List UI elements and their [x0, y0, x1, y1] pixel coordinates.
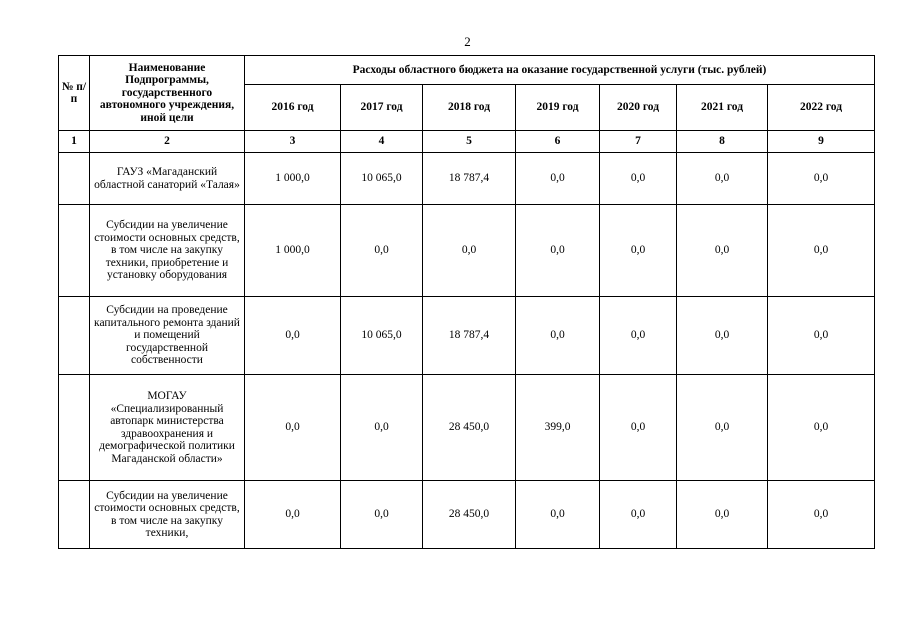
column-number: 5: [423, 131, 516, 153]
table-row: [59, 375, 875, 481]
row-value: 1 000,0: [245, 153, 341, 205]
row-value: 0,0: [768, 205, 875, 297]
row-value: 28 450,0: [423, 375, 516, 481]
row-value: 399,0: [516, 375, 600, 481]
row-value: 0,0: [245, 481, 341, 549]
row-value: 0,0: [600, 297, 677, 375]
row-value: 0,0: [768, 153, 875, 205]
header-group-title: Расходы областного бюджета на оказание государственной услуги (тыс. рублей): [245, 56, 875, 85]
row-value: 10 065,0: [341, 153, 423, 205]
header-year: 2021 год: [677, 85, 768, 131]
row-value: 10 065,0: [341, 297, 423, 375]
row-num: [59, 481, 90, 549]
row-value: 0,0: [677, 375, 768, 481]
row-value: 0,0: [423, 205, 516, 297]
row-value: 0,0: [677, 205, 768, 297]
column-number-row: [59, 131, 875, 153]
row-value: 0,0: [516, 297, 600, 375]
header-year: 2022 год: [768, 85, 875, 131]
row-name: ГАУЗ «Магаданский областной санаторий «Талая»: [90, 153, 245, 205]
column-number: 8: [677, 131, 768, 153]
row-num: [59, 297, 90, 375]
row-name: МОГАУ «Специализированный автопарк министерства здравоохранения и демографической политики Магаданской области»: [90, 375, 245, 481]
row-value: 0,0: [341, 481, 423, 549]
row-num: [59, 375, 90, 481]
header-year: 2019 год: [516, 85, 600, 131]
row-name: Субсидии на увеличение стоимости основных средств, в том числе на закупку техники, приобретение и установку оборудования: [90, 205, 245, 297]
row-value: 0,0: [600, 375, 677, 481]
row-value: 1 000,0: [245, 205, 341, 297]
header-year: 2020 год: [600, 85, 677, 131]
row-value: 0,0: [341, 205, 423, 297]
header-year: 2017 год: [341, 85, 423, 131]
row-value: 0,0: [768, 481, 875, 549]
row-value: 0,0: [341, 375, 423, 481]
row-value: 28 450,0: [423, 481, 516, 549]
row-value: 0,0: [516, 205, 600, 297]
header-num-col: № п/п: [59, 56, 90, 131]
table-row: [59, 297, 875, 375]
row-value: 18 787,4: [423, 297, 516, 375]
row-value: 0,0: [600, 153, 677, 205]
row-value: 0,0: [768, 375, 875, 481]
row-name: Субсидии на проведение капитального ремонта зданий и помещений государственной собственности: [90, 297, 245, 375]
row-value: 0,0: [245, 375, 341, 481]
column-number: 3: [245, 131, 341, 153]
row-value: 0,0: [516, 153, 600, 205]
header-name-col: Наименование Подпрограммы, государственного автономного учреждения, иной цели: [90, 56, 245, 131]
row-value: 0,0: [600, 205, 677, 297]
row-value: 0,0: [600, 481, 677, 549]
column-number: 7: [600, 131, 677, 153]
column-number: 6: [516, 131, 600, 153]
budget-table: [58, 55, 875, 549]
header-year: 2016 год: [245, 85, 341, 131]
row-num: [59, 153, 90, 205]
table-row: [59, 205, 875, 297]
row-value: 0,0: [677, 481, 768, 549]
page-number: 2: [464, 34, 471, 49]
row-value: 0,0: [677, 297, 768, 375]
table-row: [59, 153, 875, 205]
row-value: 0,0: [768, 297, 875, 375]
row-value: 0,0: [677, 153, 768, 205]
row-value: 0,0: [516, 481, 600, 549]
row-value: 0,0: [245, 297, 341, 375]
column-number: 4: [341, 131, 423, 153]
column-number: 2: [90, 131, 245, 153]
header-year: 2018 год: [423, 85, 516, 131]
row-name: Субсидии на увеличение стоимости основных средств, в том числе на закупку техники,: [90, 481, 245, 549]
column-number: 1: [59, 131, 90, 153]
table-row: [59, 481, 875, 549]
row-value: 18 787,4: [423, 153, 516, 205]
row-num: [59, 205, 90, 297]
column-number: 9: [768, 131, 875, 153]
